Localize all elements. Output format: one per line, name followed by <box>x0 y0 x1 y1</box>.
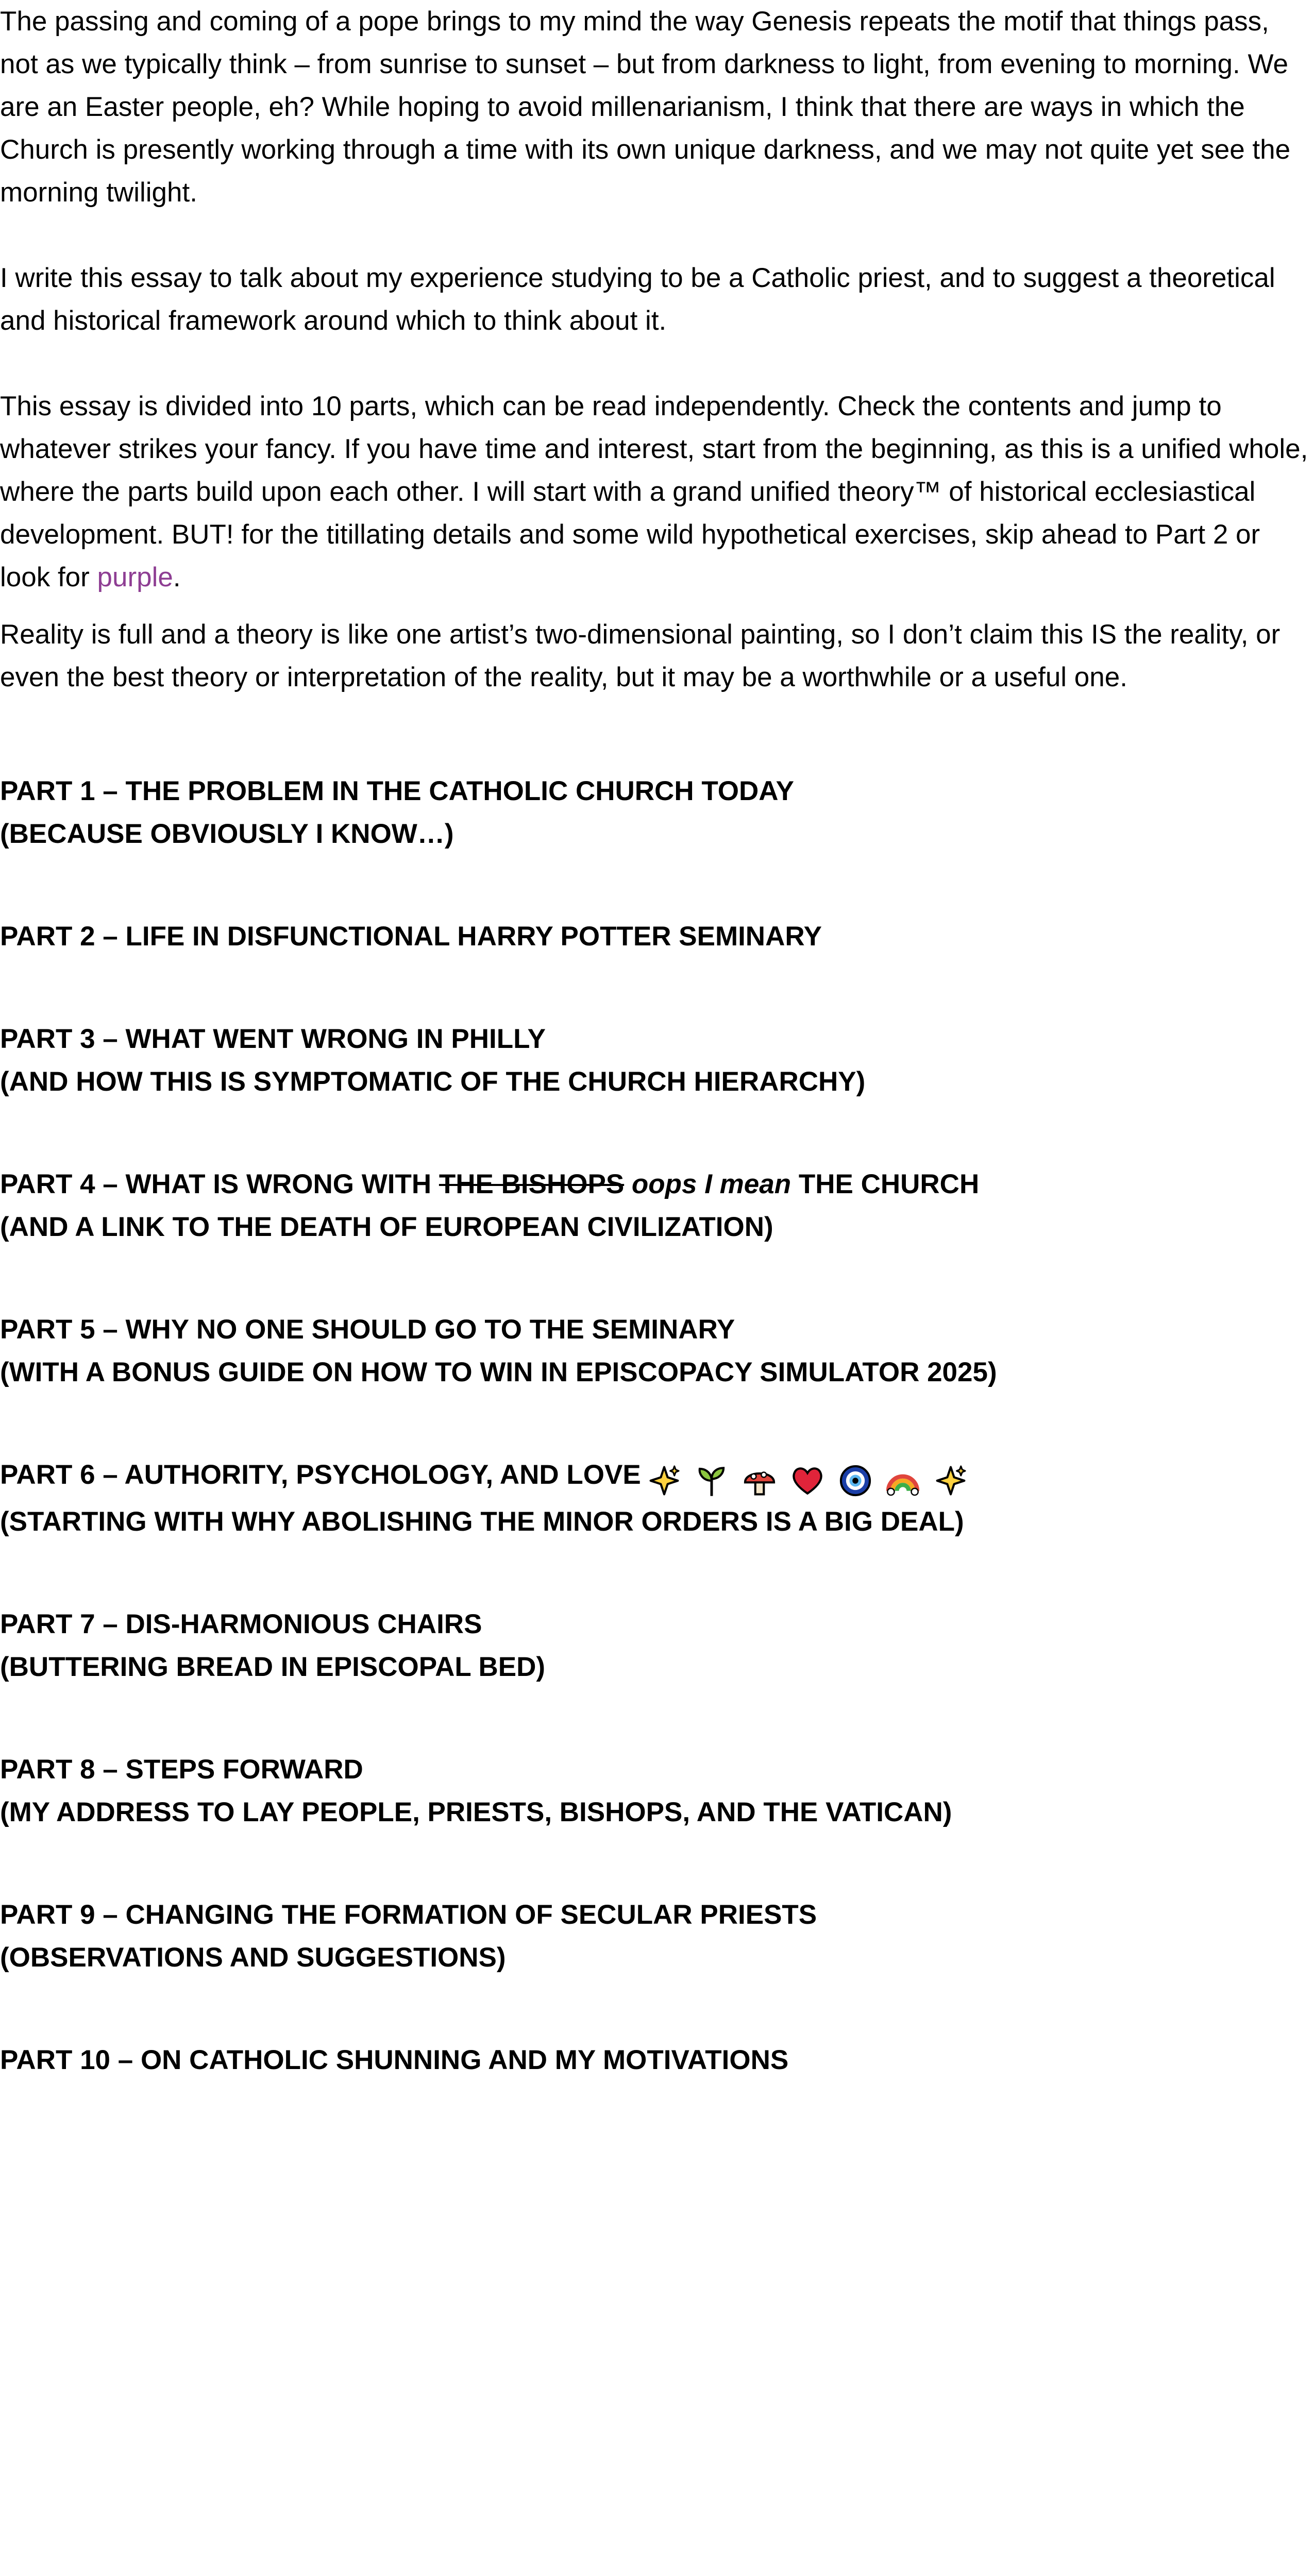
toc-part-6-title: PART 6 – AUTHORITY, PSYCHOLOGY, AND LOVE <box>0 1460 641 1490</box>
table-of-contents <box>0 770 1314 2081</box>
toc-part-9-title: PART 9 – CHANGING THE FORMATION OF SECULAR PRIESTS <box>0 1900 817 1930</box>
toc-part-4-title-start: PART 4 – WHAT IS WRONG WITH <box>0 1169 439 1199</box>
sparkles-icon <box>647 1464 681 1498</box>
heart-icon <box>790 1464 824 1498</box>
rainbow-icon <box>886 1464 920 1498</box>
toc-part-3-title: PART 3 – WHAT WENT WRONG IN PHILLY <box>0 1024 546 1054</box>
structure-paragraph <box>0 385 1314 599</box>
evil-eye-icon <box>838 1464 872 1498</box>
purpose-paragraph: I write this essay to talk about my experience studying to be a Catholic priest, and to suggest a theoretical and historical framework around which to think about it. <box>0 263 1275 336</box>
toc-part-4-oops-text: oops I mean <box>624 1169 799 1199</box>
mushroom-icon <box>743 1464 777 1498</box>
toc-part-8-title: PART 8 – STEPS FORWARD <box>0 1754 363 1785</box>
toc-part-3-subtitle: (AND HOW THIS IS SYMPTOMATIC OF THE CHURCH HIERARCHY) <box>0 1066 866 1097</box>
toc-part-4-subtitle: (AND A LINK TO THE DEATH OF EUROPEAN CIVILIZATION) <box>0 1212 773 1242</box>
toc-part-6-title-line <box>0 1453 1314 1500</box>
toc-part-5[interactable] <box>0 1308 1314 1394</box>
toc-part-5-title: PART 5 – WHY NO ONE SHOULD GO TO THE SEMINARY <box>0 1314 735 1345</box>
toc-part-7[interactable] <box>0 1603 1314 1688</box>
toc-part-8-subtitle: (MY ADDRESS TO LAY PEOPLE, PRIESTS, BISHOPS, AND THE VATICAN) <box>0 1797 952 1827</box>
intro-paragraph: The passing and coming of a pope brings to my mind the way Genesis repeats the motif that things pass, not as we typically think – from sunrise to sunset – but from darkness to light, from evening to morning. We are an Easter people, eh? While hoping to avoid millenarianism, I think that there are ways in which the Church is presently working through a time with its own unique darkness, and we may not quite yet see the morning twilight. <box>0 6 1291 208</box>
toc-part-4-title-line <box>0 1163 1314 1206</box>
toc-part-2-title: PART 2 – LIFE IN DISFUNCTIONAL HARRY POTTER SEMINARY <box>0 921 822 952</box>
structure-end: . <box>173 562 181 592</box>
toc-part-4[interactable] <box>0 1163 1314 1248</box>
emoji-row <box>644 1458 971 1500</box>
purple-link[interactable]: purple <box>97 562 173 592</box>
toc-part-1-subtitle: (BECAUSE OBVIOUSLY I KNOW…) <box>0 819 454 849</box>
toc-part-4-title-end: THE CHURCH <box>798 1169 980 1199</box>
toc-part-9-subtitle: (OBSERVATIONS AND SUGGESTIONS) <box>0 1942 506 1973</box>
toc-part-6-subtitle: (STARTING WITH WHY ABOLISHING THE MINOR ORDERS IS A BIG DEAL) <box>0 1506 964 1537</box>
toc-part-10[interactable] <box>0 2039 1314 2081</box>
seedling-icon <box>695 1464 729 1498</box>
toc-part-9[interactable] <box>0 1893 1314 1979</box>
toc-part-7-subtitle: (BUTTERING BREAD IN EPISCOPAL BED) <box>0 1652 546 1682</box>
toc-part-8[interactable] <box>0 1748 1314 1834</box>
structure-text: This essay is divided into 10 parts, which can be read independently. Check the contents and jump to whatever strikes your fancy. If you have time and interest, start from the beginning, as this is a unified whole, where the parts build upon each other. I will start with a grand unified theory™ of historical ecclesiastical development. BUT! for the titillating details and some wild hypothetical exercises, skip ahead to Part 2 or look for <box>0 391 1308 592</box>
sparkles-icon <box>934 1464 968 1498</box>
toc-part-7-title: PART 7 – DIS-HARMONIOUS CHAIRS <box>0 1609 482 1639</box>
toc-part-10-title: PART 10 – ON CATHOLIC SHUNNING AND MY MOTIVATIONS <box>0 2045 789 2075</box>
reality-paragraph: Reality is full and a theory is like one artist’s two-dimensional painting, so I don’t claim this IS the reality, or even the best theory or interpretation of the reality, but it may be a worthwhile or a useful one. <box>0 619 1281 692</box>
toc-part-4-struck-text: THE BISHOPS <box>439 1169 625 1199</box>
toc-part-1-title: PART 1 – THE PROBLEM IN THE CATHOLIC CHURCH TODAY <box>0 776 795 806</box>
toc-part-3[interactable] <box>0 1018 1314 1103</box>
toc-part-5-subtitle: (WITH A BONUS GUIDE ON HOW TO WIN IN EPISCOPACY SIMULATOR 2025) <box>0 1357 997 1387</box>
toc-part-6[interactable] <box>0 1453 1314 1543</box>
toc-part-2[interactable] <box>0 915 1314 958</box>
toc-part-1[interactable] <box>0 770 1314 855</box>
